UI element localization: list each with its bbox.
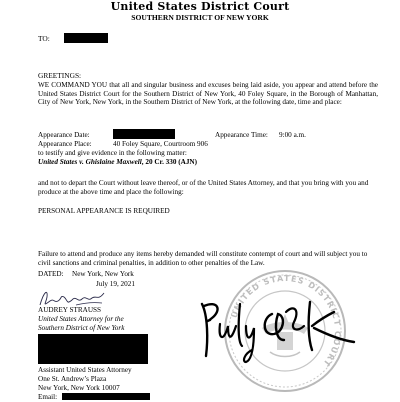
appearance-time-value: 9:00 a.m. (279, 131, 306, 139)
case-name: United States v. Ghislaine Maxwell (38, 158, 142, 166)
appearance-date-label: Appearance Date: (38, 131, 90, 139)
failure-paragraph: Failure to attend and produce any items hereby demanded will constitute contempt of court and will subject you to civil sanctions and criminal penalties, in addition to other penalties of the Law. (38, 250, 368, 267)
to-label: TO: (38, 34, 50, 43)
email-label: Email: (38, 393, 58, 401)
assistant-address2: New York, New York 10007 (38, 384, 120, 392)
redacted-recipient (64, 33, 108, 43)
testify-line: to testify and give evidence in the following matter: (38, 149, 187, 157)
appearance-place-label: Appearance Place: (38, 140, 92, 148)
personal-appearance-notice: PERSONAL APPEARANCE IS REQUIRED (38, 207, 170, 215)
attorney-title-line2: Southern District of New York (38, 324, 125, 332)
redacted-email (62, 393, 150, 400)
command-paragraph: WE COMMAND YOU that all and singular business and excuses being laid aside, you appear and attend before the United States District Court for the Southern District of New York, 40 Foley Square, in the Borough of Manhattan, City of New York, New York, in the Southern District of New York, at the following date, time and place: (38, 81, 378, 107)
clerk-signature (194, 296, 362, 366)
dated-date: July 19, 2021 (96, 280, 135, 288)
greetings-heading: GREETINGS: (38, 71, 82, 80)
not-depart-paragraph: and not to depart the Court without leave thereof, or of the United States Attorney, and that you bring with you and produce at the above time and place the following: (38, 179, 369, 196)
attorney-name: AUDREY STRAUSS (38, 306, 102, 314)
seal-text: UNITED STATES DISTRICT COURT (229, 273, 343, 369)
redacted-appearance-date (113, 129, 175, 139)
appearance-time-label: Appearance Time: (215, 131, 268, 139)
case-caption (38, 158, 197, 167)
dated-label: DATED: (38, 270, 64, 278)
court-title: United States District Court (110, 0, 290, 13)
assistant-address1: One St. Andrew’s Plaza (38, 375, 107, 383)
attorney-title-line1: United States Attorney for the (38, 315, 124, 323)
district-name: SOUTHERN DISTRICT OF NEW YORK (131, 13, 269, 22)
appearance-place-value: 40 Foley Square, Courtroom 906 (113, 140, 208, 148)
redacted-assistant-name (38, 334, 148, 364)
assistant-title: Assistant United States Attorney (38, 366, 132, 374)
case-number: , 20 Cr. 330 (AJN) (141, 158, 197, 166)
dated-place: New York, New York (72, 270, 134, 278)
